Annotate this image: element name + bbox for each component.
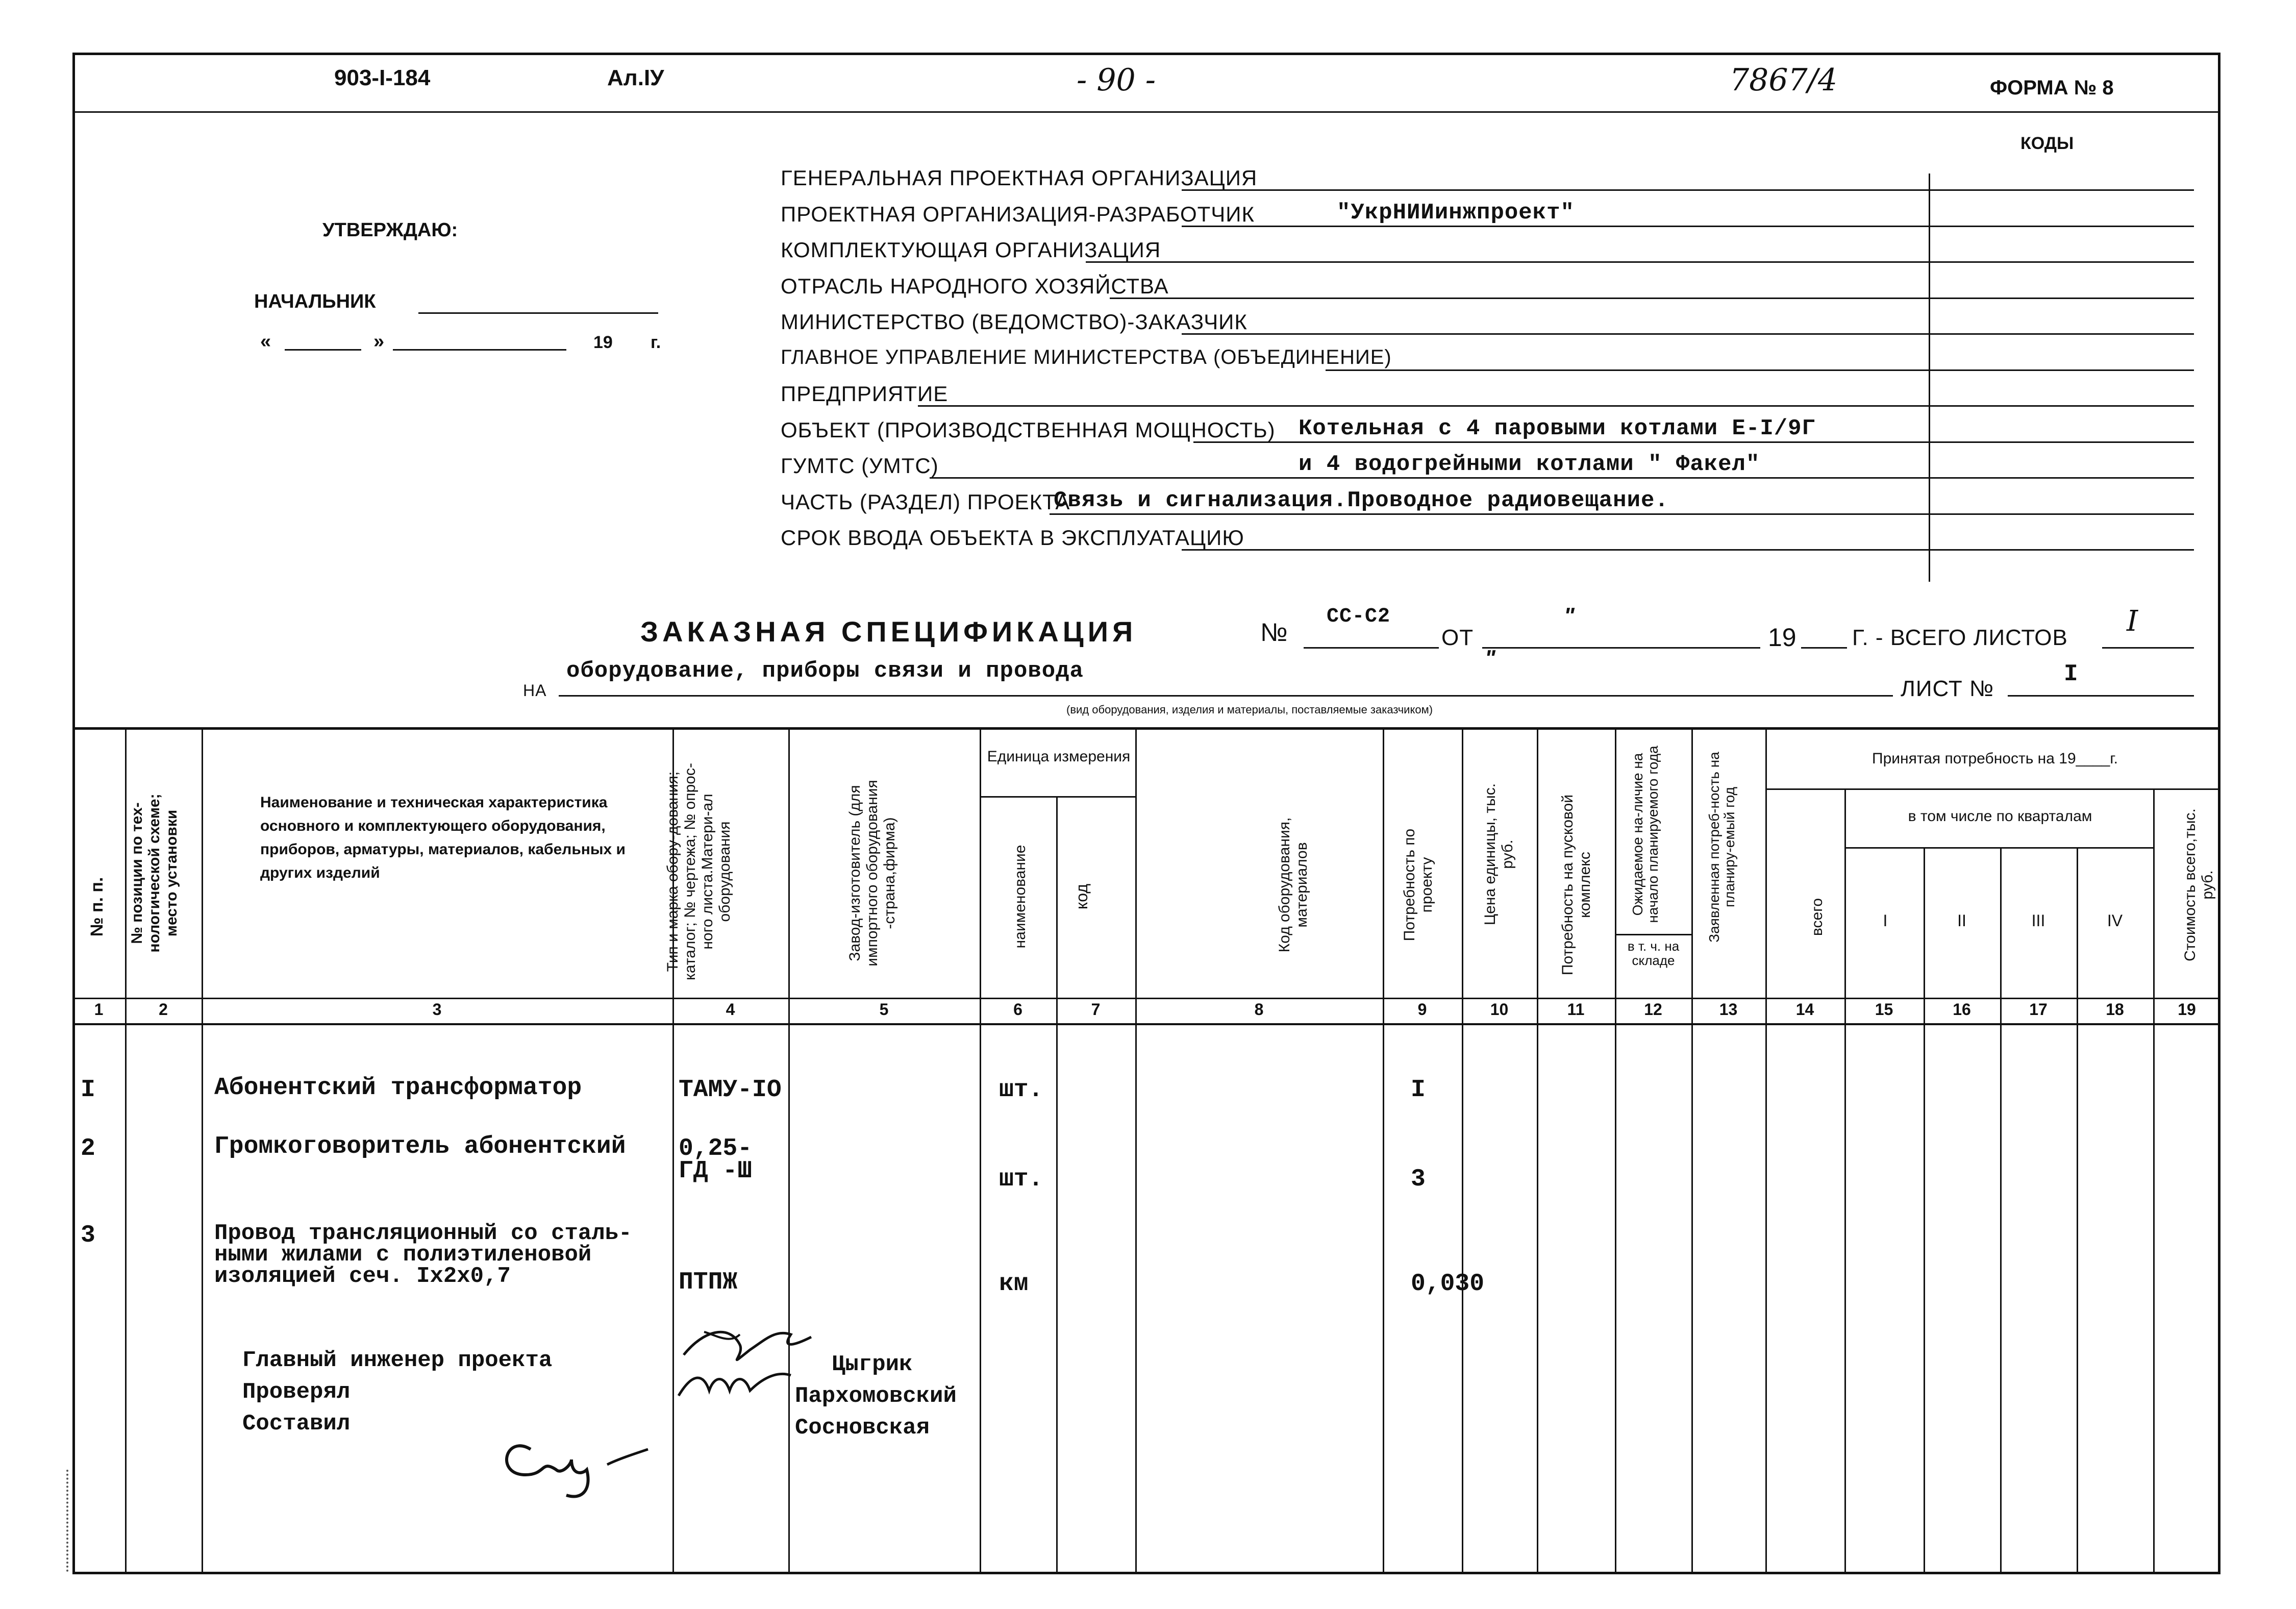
accepted-header-line: [1765, 788, 2219, 790]
spec-total-line: [2102, 647, 2194, 649]
header-q3: III: [2031, 911, 2045, 930]
header-unit: Единица измерения: [987, 748, 1131, 765]
column-line: [2000, 847, 2002, 1574]
org-field-label: ОБЪЕКТ (ПРОИЗВОДСТВЕННАЯ МОЩНОСТЬ): [781, 417, 1276, 442]
org-field-line: [1182, 549, 2194, 551]
column-number: 5: [879, 1000, 889, 1019]
header-c10: Цена единицы, тыс. руб.: [1482, 783, 1516, 926]
row-quantity: 3: [1411, 1166, 1426, 1193]
org-field-label: ГЛАВНОЕ УПРАВЛЕНИЕ МИНИСТЕРСТВА (ОБЪЕДИНЕНИЕ): [781, 345, 1392, 368]
header-quarters: в том числе по кварталам: [1908, 808, 2092, 825]
spec-quote-open: ": [1564, 603, 1575, 628]
sheet-value: I: [2064, 661, 2079, 687]
spec-total-label: Г. - ВСЕГО ЛИСТОВ: [1852, 625, 2068, 650]
chief-label: НАЧАЛЬНИК: [254, 291, 376, 312]
org-field-label: ГЕНЕРАЛЬНАЯ ПРОЕКТНАЯ ОРГАНИЗАЦИЯ: [781, 166, 1258, 190]
spec-on-line: [559, 695, 1893, 697]
column-line: [980, 727, 981, 1574]
spec-on-value: оборудование, приборы связи и провода: [566, 658, 1084, 684]
row-name: Абонентский трансформатор: [214, 1074, 582, 1102]
date-quote-open: «: [260, 331, 271, 352]
spec-from-label: ОТ: [1441, 625, 1474, 650]
header-c3: Наименование и техническая характеристика основного и комплектующего оборудования, приборов, арматуры, материалов, кабельных и других изделий: [260, 794, 626, 881]
org-field-value: "УкрНИИинжпроект": [1337, 200, 1575, 226]
header-c12: Ожидаемое на-личие на начало планируемого года: [1630, 746, 1661, 923]
column-number: 14: [1795, 1000, 1814, 1019]
album-label: Ал.IУ: [607, 65, 664, 90]
header-c5: Завод-изготовитель (для импортного оборудования -страна,фирма): [846, 780, 898, 967]
unit-header-line: [980, 796, 1135, 798]
signature-handwritten-1: [673, 1314, 842, 1416]
header-q4: IV: [2107, 911, 2123, 930]
scan-edge-mark: [66, 1470, 68, 1572]
row-quantity: 0,030: [1411, 1270, 1485, 1298]
column-number: 4: [726, 1000, 735, 1019]
spec-title: ЗАКАЗНАЯ СПЕЦИФИКАЦИЯ: [640, 615, 1137, 648]
row-type: ТАМУ-IO: [679, 1076, 782, 1104]
quarters-header-line: [1844, 847, 2153, 849]
column-number: 3: [432, 1000, 442, 1019]
page-number: - 90 -: [1077, 62, 1156, 98]
column-line: [1462, 727, 1463, 1574]
header-q2: II: [1957, 911, 1966, 930]
header-q1: I: [1883, 911, 1888, 930]
codes-divider: [1929, 174, 1930, 582]
org-field-line: [1110, 298, 2194, 299]
org-field-line: [1182, 333, 2194, 335]
column-line: [1615, 727, 1616, 1574]
column-line: [1383, 727, 1384, 1574]
column-number: 15: [1875, 1000, 1893, 1019]
column-number: 16: [1953, 1000, 1971, 1019]
row-number: 3: [81, 1222, 95, 1249]
spec-date-line: [1482, 647, 1760, 649]
org-field-line: [1193, 441, 2194, 443]
sheet-line: [2008, 695, 2194, 697]
table-top-line: [72, 727, 2220, 730]
spec-total-sheets: I: [2127, 605, 2138, 638]
column-number: 19: [2178, 1000, 2196, 1019]
column-number: 6: [1013, 1000, 1022, 1019]
org-field-line: [918, 405, 2194, 407]
org-field-label: ЧАСТЬ (РАЗДЕЛ) ПРОЕКТА: [781, 489, 1070, 514]
row-unit: шт.: [999, 1076, 1043, 1104]
column-number: 9: [1417, 1000, 1427, 1019]
col-number-top-line: [72, 998, 2220, 999]
org-field-value: и 4 водогрейными котлами " Факел": [1299, 452, 1760, 477]
spec-on-label: НА: [523, 681, 547, 700]
column-line: [2153, 788, 2155, 1574]
sheet-label: ЛИСТ №: [1901, 676, 1994, 701]
column-line: [1765, 727, 1767, 1574]
spec-quote-close: ": [1485, 646, 1495, 671]
spec-number-value: СС-С2: [1327, 605, 1391, 628]
approve-title: УТВЕРЖДАЮ:: [322, 219, 458, 241]
header-c7: код: [1072, 883, 1091, 910]
spec-year-label: 19: [1768, 623, 1796, 652]
org-field-line: [1326, 369, 2194, 371]
signature-name: Пархомовский: [795, 1383, 957, 1409]
column-number: 18: [2106, 1000, 2124, 1019]
org-field-label: СРОК ВВОДА ОБЪЕКТА В ЭКСПЛУАТАЦИЮ: [781, 526, 1244, 550]
row-name: ными жилами с полиэтиленовой: [214, 1242, 592, 1268]
column-number: 17: [2029, 1000, 2048, 1019]
year-prefix: 19: [593, 333, 613, 352]
header-c6: наименование: [1012, 845, 1029, 949]
row-number: 2: [81, 1135, 95, 1162]
warehouse-header-line: [1615, 934, 1691, 935]
row-name: изоляцией сеч. Iх2х0,7: [214, 1264, 511, 1289]
row-name: Громкоговоритель абонентский: [214, 1133, 626, 1160]
org-field-line: [930, 477, 2194, 479]
spec-number-line: [1304, 647, 1439, 649]
column-line: [1844, 788, 1846, 1574]
date-month-line: [393, 349, 566, 351]
header-divider: [72, 111, 2220, 113]
date-quote-close: »: [373, 331, 385, 352]
header-c14-18: Принятая потребность на 19____г.: [1872, 750, 2118, 767]
org-field-label: ПРОЕКТНАЯ ОРГАНИЗАЦИЯ-РАЗРАБОТЧИК: [781, 202, 1255, 226]
header-c1: № п. п.: [87, 877, 107, 937]
header-c4: Тип и марка обору-дования; каталог; № чертежа; № опрос-ного листа.Матери-ал оборудования: [664, 763, 733, 980]
row-number: I: [81, 1076, 95, 1104]
column-number: 11: [1567, 1000, 1585, 1019]
signature-role: Главный инженер проекта: [242, 1348, 553, 1373]
header-c14: всего: [1809, 898, 1826, 936]
column-line: [2077, 847, 2078, 1574]
org-field-value: Котельная с 4 паровыми котлами Е-I/9Г: [1299, 415, 1816, 441]
column-line: [1056, 796, 1058, 1574]
column-line: [1924, 847, 1925, 1574]
column-line: [1537, 727, 1538, 1574]
row-type: ГД -Ш: [679, 1157, 753, 1185]
header-c8: Код оборудования, материалов: [1276, 817, 1310, 953]
org-field-label: ГУМТС (УМТС): [781, 454, 939, 478]
org-field-label: МИНИСТЕРСТВО (ВЕДОМСТВО)-ЗАКАЗЧИК: [781, 310, 1247, 334]
chief-line: [418, 312, 658, 314]
signature-name: Сосновская: [795, 1415, 930, 1441]
signature-name: Цыгрик: [832, 1352, 913, 1377]
row-type: ПТПЖ: [679, 1269, 738, 1296]
column-line: [1691, 727, 1693, 1574]
column-number: 2: [159, 1000, 168, 1019]
row-type: 0,25-: [679, 1135, 753, 1162]
header-c19: Стоимость всего,тыс. руб.: [2182, 808, 2216, 961]
spec-year-line: [1801, 647, 1847, 649]
header-c2: № позиции по тех-нологической схеме; место установки: [129, 794, 180, 953]
column-line: [1135, 727, 1137, 1574]
row-name: Провод трансляционный со сталь-: [214, 1221, 632, 1246]
header-c13: Заявленная потреб-ность на планиру-емый год: [1706, 752, 1737, 943]
row-quantity: I: [1411, 1076, 1426, 1104]
header-c9: Потребность по проекту: [1401, 828, 1435, 942]
row-unit: шт.: [999, 1166, 1043, 1193]
codes-label: КОДЫ: [2020, 134, 2074, 153]
column-number: 13: [1719, 1000, 1738, 1019]
org-field-line: [1182, 226, 2194, 227]
org-field-line: [1182, 189, 2194, 191]
org-field-line: [1086, 261, 2194, 263]
signature-handwritten-2: [485, 1414, 653, 1500]
org-field-line: [1050, 513, 2194, 515]
column-line: [125, 727, 127, 1574]
column-number: 1: [94, 1000, 104, 1019]
header-c12b: в т. ч. на складе: [1627, 938, 1680, 968]
series-code: 903-I-184: [334, 65, 431, 90]
header-c11: Потребность на пусковой комплекс: [1559, 794, 1593, 976]
col-number-bottom-line: [72, 1023, 2220, 1025]
org-field-label: ПРЕДПРИЯТИЕ: [781, 382, 949, 406]
doc-number: 7867/4: [1730, 62, 1838, 98]
spec-sub-caption: (вид оборудования, изделия и материалы, поставляемые заказчиком): [1066, 703, 1433, 716]
signature-role: Проверял: [242, 1379, 351, 1405]
column-number: 8: [1254, 1000, 1264, 1019]
column-line: [202, 727, 203, 1574]
year-suffix: г.: [651, 333, 661, 352]
org-field-label: ОТРАСЛЬ НАРОДНОГО ХОЗЯЙСТВА: [781, 274, 1169, 298]
org-field-label: КОМПЛЕКТУЮЩАЯ ОРГАНИЗАЦИЯ: [781, 238, 1161, 262]
date-day-line: [285, 349, 361, 351]
spec-number-label: №: [1260, 618, 1288, 647]
column-number: 12: [1644, 1000, 1662, 1019]
form-label: ФОРМА № 8: [1990, 77, 2114, 99]
column-number: 10: [1490, 1000, 1509, 1019]
org-field-value: Связь и сигнализация.Проводное радиовещание.: [1054, 487, 1669, 513]
row-unit: км: [999, 1270, 1029, 1298]
signature-role: Составил: [242, 1411, 351, 1437]
column-number: 7: [1091, 1000, 1101, 1019]
column-line: [788, 727, 790, 1574]
